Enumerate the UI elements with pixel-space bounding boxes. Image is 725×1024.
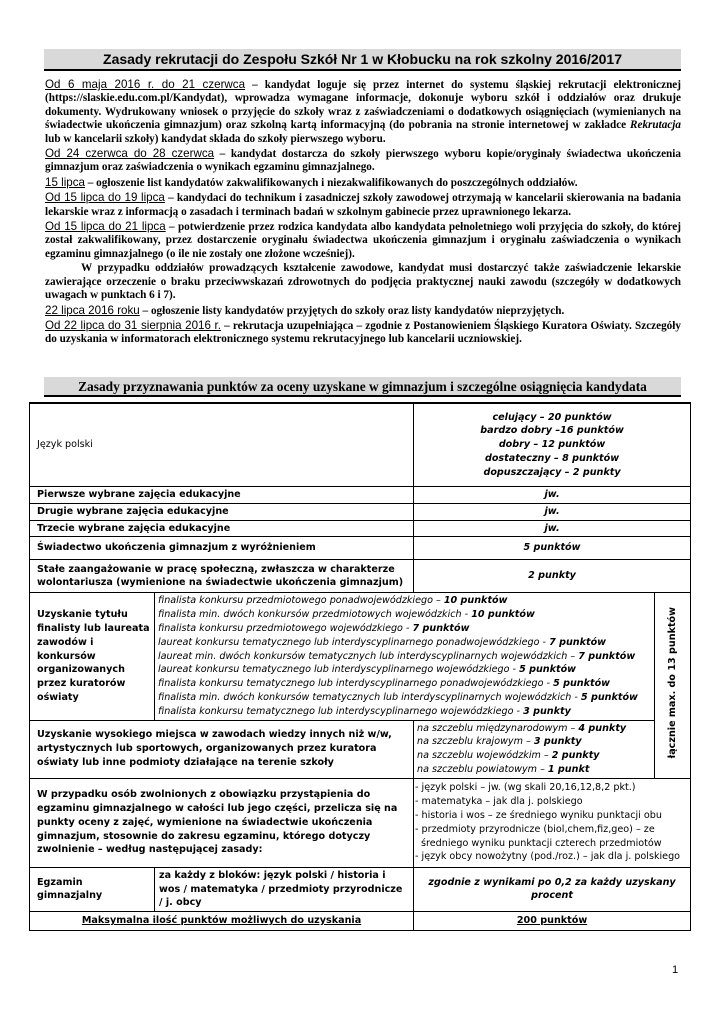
row-value: jw.	[414, 503, 691, 520]
row-label: Uzyskanie tytułu finalisty lub laureata zawodów i konkursów organizowanych przez kuratorów oświaty	[30, 593, 155, 720]
table-row	[30, 520, 691, 537]
max-points-side-note: łącznie max. do 13 punktów	[655, 593, 691, 778]
row-label: Trzecie wybrane zajęcia edukacyjne	[30, 520, 414, 537]
schedule-item: Od 22 lipca do 31 sierpnia 2016 r. – rekrutacja uzupełniająca – zgodnie z Postanowieniem Śląskiego Kuratora Oświaty. Szczegóły do uzyskania w informatorach elektronicznego systemu rekrutacyjnego lub kancelarii uczniowskiej.	[45, 318, 681, 346]
schedule-item: Od 15 lipca do 21 lipca – potwierdzenie przez rodzica kandydata albo kandydata pełnoletniego woli przyjęcia do szkoły, do której został zakwalifikowany, przez dostarczenie oryginału świadectwa ukończenia gimnazjum i oryginału zaświadczenia o wynikach egzaminu gimnazjalnego (o ile nie zostały one złożone wcześniej).	[45, 220, 682, 260]
table-row	[30, 503, 691, 520]
schedule-date: 15 lipca	[45, 175, 85, 189]
title-bar	[44, 49, 681, 71]
row-value: jw.	[414, 520, 691, 537]
row-value: 2 punkty	[414, 560, 691, 593]
schedule-date: Od 15 lipca do 21 lipca	[45, 220, 166, 234]
table-row	[30, 403, 691, 487]
row-label: Egzamin gimnazjalny	[30, 867, 155, 911]
table-row	[30, 560, 691, 593]
row-label: Język polski	[30, 403, 414, 487]
grades-list: celujący – 20 punktów bardzo dobry –16 punktów dobry – 12 punktów dostateczny – 8 punktów dopuszczający – 2 punkty	[414, 403, 691, 487]
list-item: laureat min. dwóch konkursów tematycznych lub interdyscyplinarnych wojewódzkich – 7 punktów	[158, 650, 636, 662]
max-label: Maksymalna ilość punktów możliwych do uzyskania	[30, 912, 414, 931]
competition-list	[414, 720, 655, 778]
list-item: finalista konkursu przedmiotowego ponadwojewódzkiego – 10 punktów	[158, 595, 508, 607]
table-row	[30, 912, 691, 931]
schedule-section	[45, 78, 681, 348]
list-item: finalista konkursu tematycznego lub interdyscyplinarnego ponadwojewódzkiego - 5 punktów	[158, 678, 611, 690]
table-row	[30, 867, 691, 911]
points-title-bar	[44, 377, 681, 397]
table-row	[30, 593, 691, 720]
schedule-date: Od 6 maja 2016 r. do 21 czerwca	[45, 78, 246, 91]
list-item: na szczeblu międzynarodowym – 4 punkty	[417, 722, 627, 734]
schedule-date: 22 lipca 2016 roku	[45, 303, 140, 317]
points-table	[29, 402, 691, 931]
points-title: Zasady przyznawania punktów za oceny uzyskane w gimnazjum i szczególne osiągnięcia kandydata	[78, 379, 647, 394]
row-label: W przypadku osób zwolnionych z obowiązku przystąpienia do egzaminu gimnazjalnego w całości lub jego części, przelicza się na punkty oceny z zajęć, wymienione na świadectwie ukończenia gimnazjum, stosownie do zakresu egzaminu, którego dotyczy zwolnienie – według następującej zasady:	[30, 778, 414, 867]
row-label: Drugie wybrane zajęcia edukacyjne	[30, 503, 414, 520]
list-item: na szczeblu wojewódzkim – 2 punkty	[417, 750, 600, 762]
row-value: 5 punktów	[414, 537, 691, 560]
schedule-date: Od 15 lipca do 19 lipca	[45, 191, 165, 205]
row-label: Świadectwo ukończenia gimnazjum z wyróżnieniem	[30, 537, 414, 560]
exam-blocks: za każdy z bloków: język polski / historia i wos / matematyka / przedmioty przyrodnicze / j. obcy	[155, 867, 414, 911]
list-item: na szczeblu krajowym – 3 punkty	[417, 736, 582, 748]
table-row	[30, 487, 691, 504]
page-number: 1	[672, 964, 679, 976]
list-item: laureat konkursu tematycznego lub interdyscyplinarnego ponadwojewódzkiego - 7 punktów	[158, 636, 607, 648]
schedule-item: 22 lipca 2016 roku – ogłoszenie listy kandydatów przyjętych do szkoły oraz listy kandydatów nieprzyjętych.	[45, 303, 565, 317]
row-label: Stałe zaangażowanie w pracę społeczną, zwłaszcza w charakterze wolontariusza (wymienione na świadectwie ukończenia gimnazjum)	[30, 560, 414, 593]
schedule-date: Od 24 czerwca do 28 czerwca	[45, 147, 215, 161]
schedule-note: W przypadku oddziałów prowadzących kształcenie zawodowe, kandydat musi dostarczyć także zaświadczenie lekarskie zawierające orzeczenie o braku przeciwwskazań zdrowotnych do podjęcia praktycznej nauki zawodu (szczegóły w dodatkowych uwagach w punktach 6 i 7).	[45, 262, 681, 302]
schedule-item: Od 24 czerwca do 28 czerwca – kandydat dostarcza do szkoły pierwszego wyboru kopie/oryginały świadectwa ukończenia gimnazjum oraz zaświadczenia o wynikach egzaminu gimnazjalnego.	[45, 147, 681, 174]
list-item: finalista min. dwóch konkursów przedmiotowych wojewódzkich - 10 punktów	[158, 609, 535, 621]
table-row	[30, 720, 691, 778]
list-item: finalista konkursu przedmiotowego wojewódzkiego - 7 punktów	[158, 622, 470, 634]
max-value: 200 punktów	[414, 912, 691, 931]
schedule-item: Od 6 maja 2016 r. do 21 czerwca – kandydat loguje się przez internet do systemu śląskiej rekrutacji elektronicznej (https://slaskie.edu.com.pl/Kandydat), wprowadza wymagane informacje, dokonuje wyboru szkół i oddziałów oraz drukuje dokumenty. Wydrukowany wniosek o przyjęcie do szkoły wraz z zaświadczeniami o dodatkowych osiągnięciach (wymienianych na świadectwie ukończenia gimnazjum) oraz szkolną kartą informacyjną (do pobrania na stronie internetowej w zakładce Rekrutacja lub w kancelarii szkoły) kandydat składa do szkoły pierwszego wyboru.	[45, 78, 681, 145]
row-value: jw.	[414, 487, 691, 504]
list-item: finalista konkursu tematycznego lub interdyscyplinarnego wojewódzkiego - 3 punkty	[158, 705, 571, 717]
row-label: Uzyskanie wysokiego miejsca w zawodach wiedzy innych niż w/w, artystycznych lub sportowych, organizowanych przez kuratora oświaty lub inne podmioty działające na terenie szkoły	[30, 720, 414, 778]
schedule-item: 15 lipca – ogłoszenie list kandydatów zakwalifikowanych i niezakwalifikowanych do poszczególnych oddziałów.	[45, 175, 578, 189]
list-item: laureat konkursu tematycznego lub interdyscyplinarnego wojewódzkiego - 5 punktów	[158, 664, 577, 676]
table-row	[30, 778, 691, 867]
exemption-list: - język polski – jw. (wg skali 20,16,12,8,2 pkt.) - matematyka – jak dla j. polskiego - historia i wos – ze średniego wyniku punktacji obu - przedmioty przyrodnicze (biol,chem,fiz,geo) – ze średniego wyniku punktacji czterech przedmiotów - język obcy nowożytny (pod./roz.) – jak dla j. polskiego	[414, 778, 691, 867]
list-item: finalista min. dwóch konkursów tematycznych lub interdyscyplinarnych wojewódzkich - 5 punktów	[158, 691, 638, 703]
list-item: na szczeblu powiatowym – 1 punkt	[417, 763, 590, 775]
finalist-list	[155, 593, 655, 720]
row-value: zgodnie z wynikami po 0,2 za każdy uzyskany procent	[414, 867, 691, 911]
schedule-item: Od 15 lipca do 19 lipca – kandydaci do technikum i zasadniczej szkoły zawodowej otrzymają w kancelarii skierowania na badania lekarskie wraz z informacją o zasadach i terminach badań w szkolnym gabinecie przez uprawnionego lekarza.	[45, 191, 681, 218]
table-row	[30, 537, 691, 560]
page-title: Zasady rekrutacji do Zespołu Szkół Nr 1 w Kłobucku na rok szkolny 2016/2017	[103, 51, 622, 67]
schedule-date: Od 22 lipca do 31 sierpnia 2016 r.	[45, 318, 221, 332]
row-label: Pierwsze wybrane zajęcia edukacyjne	[30, 487, 414, 504]
